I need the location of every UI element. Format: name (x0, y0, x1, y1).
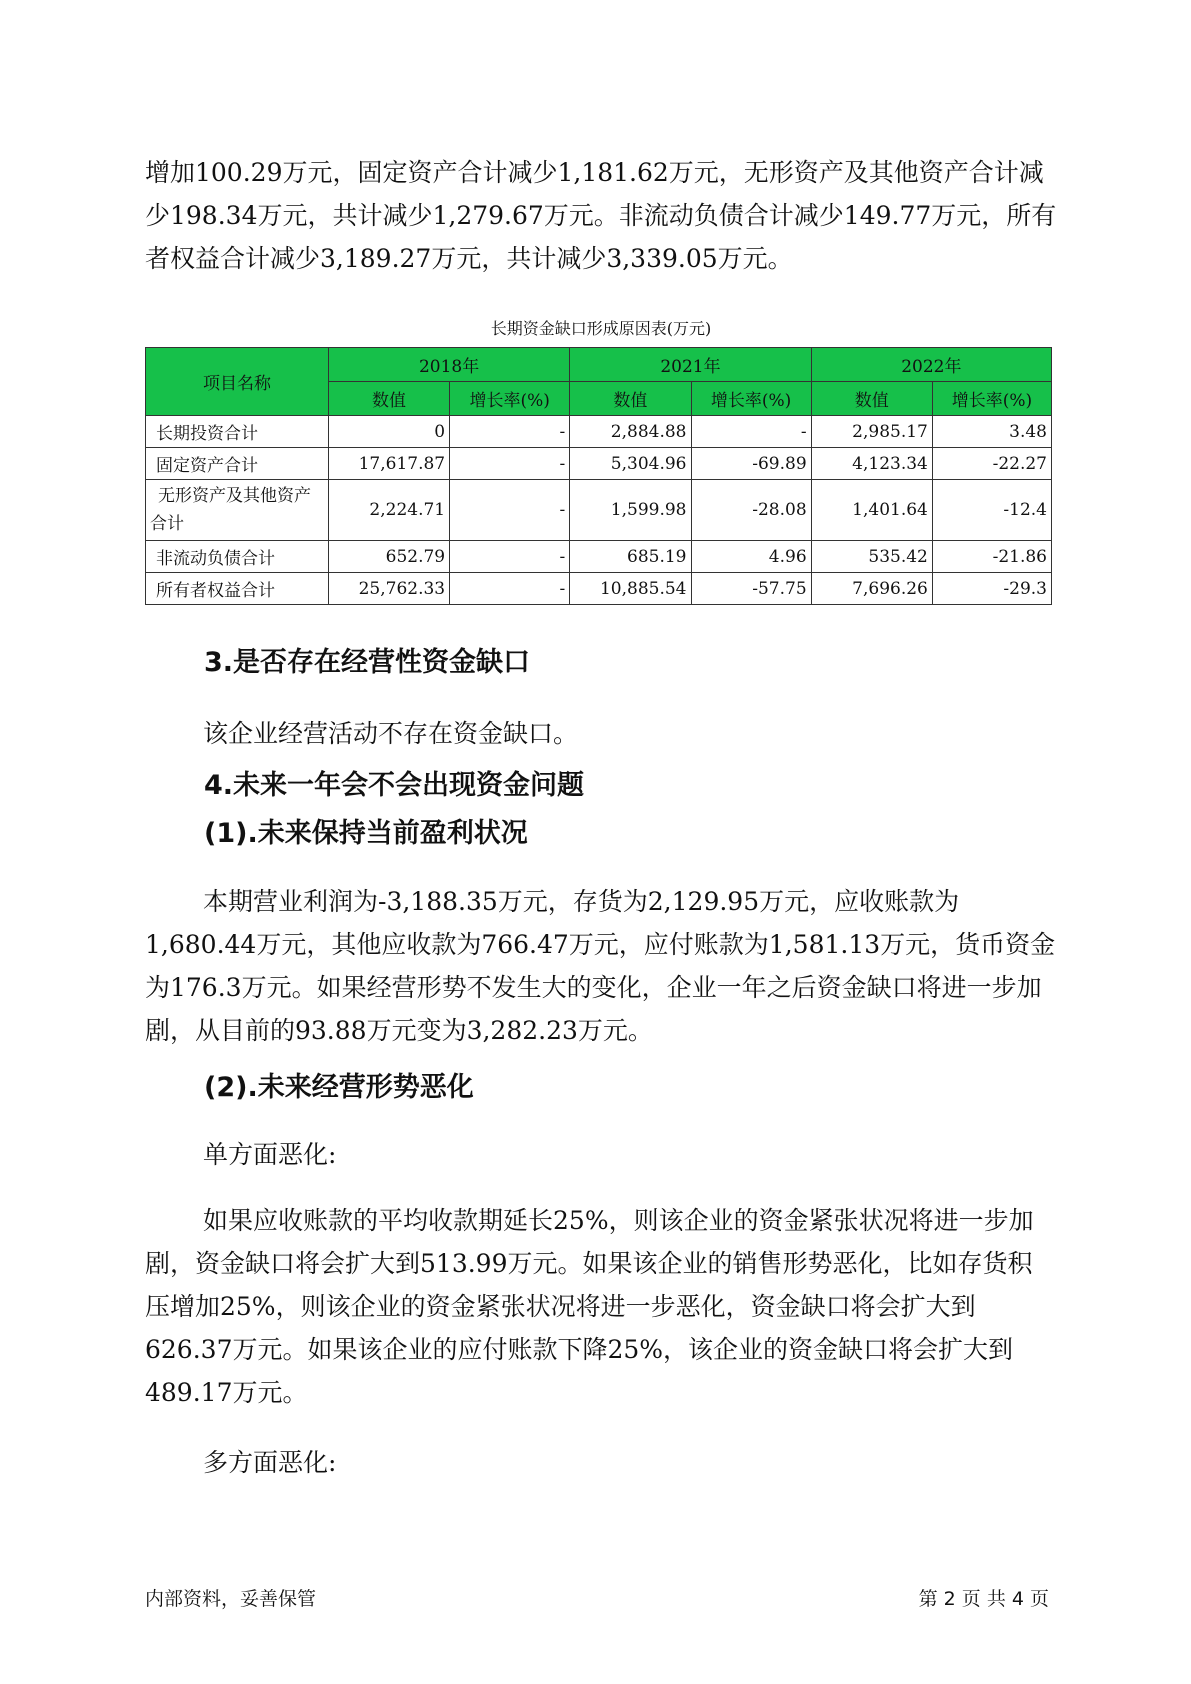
header-rate: 增长率(%) (691, 382, 811, 416)
cell-value: 10,885.54 (570, 573, 691, 605)
cell-rate: -57.75 (691, 573, 811, 605)
section4-sub1-text: 本期营业利润为-3,188.35万元，存货为2,129.95万元，应收账款为1,680.44万元，其他应收款为766.47万元，应付账款为1,581.13万元，货币资金为176.3万元。如果经营形势不发生大的变化，企业一年之后资金缺口将进一步加剧，从目前的93.88万元变为3,282.23万元。 (145, 887, 1056, 1045)
cell-rate: - (450, 448, 570, 480)
footer-confidential: 内部资料，妥善保管 (145, 1588, 317, 1610)
header-value: 数值 (570, 382, 691, 416)
cell-rate: -22.27 (932, 448, 1051, 480)
section4-sub1-heading: (1).未来保持当前盈利状况 (204, 818, 528, 849)
cell-value: 4,123.34 (811, 448, 932, 480)
row-name: 非流动负债合计 (146, 541, 329, 573)
cell-value: 7,696.26 (811, 573, 932, 605)
table-row (146, 573, 1052, 605)
header-year-2022: 2022年 (811, 348, 1051, 382)
table-row (146, 541, 1052, 573)
section4-heading: 4.未来一年会不会出现资金问题 (204, 770, 585, 801)
footer-page-number: 第 2 页 共 4 页 (918, 1588, 1049, 1610)
row-name: 无形资产及其他资产合计 (146, 480, 329, 541)
intro-paragraph: 增加100.29万元，固定资产合计减少1,181.62万元，无形资产及其他资产合计减少198.34万元，共计减少1,279.67万元。非流动负债合计减少149.77万元，所有者权益合计减少3,189.27万元，共计减少3,339.05万元。 (145, 158, 1057, 273)
cell-rate: -28.08 (691, 480, 811, 541)
header-year-2021: 2021年 (570, 348, 811, 382)
header-value: 数值 (328, 382, 449, 416)
cell-rate: -21.86 (932, 541, 1051, 573)
section3-heading: 3.是否存在经营性资金缺口 (204, 647, 531, 678)
section3-text: 该企业经营活动不存在资金缺口。 (203, 719, 579, 748)
cell-value: 1,401.64 (811, 480, 932, 541)
cell-rate: -69.89 (691, 448, 811, 480)
cell-value: 5,304.96 (570, 448, 691, 480)
table-row (146, 448, 1052, 480)
table-caption: 长期资金缺口形成原因表(万元) (490, 319, 712, 338)
cell-rate: -12.4 (932, 480, 1051, 541)
cell-value: 25,762.33 (328, 573, 449, 605)
row-name: 所有者权益合计 (146, 573, 329, 605)
cell-value: 685.19 (570, 541, 691, 573)
cell-rate: - (450, 573, 570, 605)
cell-value: 535.42 (811, 541, 932, 573)
section4-sub2-heading: (2).未来经营形势恶化 (204, 1072, 474, 1103)
header-item-name: 项目名称 (146, 348, 329, 416)
table-row (146, 416, 1052, 448)
cell-rate: - (450, 541, 570, 573)
cell-value: 2,985.17 (811, 416, 932, 448)
header-value: 数值 (811, 382, 932, 416)
header-rate: 增长率(%) (450, 382, 570, 416)
cell-value: 2,884.88 (570, 416, 691, 448)
funding-gap-table (145, 347, 1052, 605)
cell-value: 0 (328, 416, 449, 448)
cell-rate: - (450, 416, 570, 448)
cell-rate: - (691, 416, 811, 448)
cell-rate: -29.3 (932, 573, 1051, 605)
header-year-2018: 2018年 (328, 348, 569, 382)
cell-rate: - (450, 480, 570, 541)
cell-value: 17,617.87 (328, 448, 449, 480)
header-rate: 增长率(%) (932, 382, 1051, 416)
table-row (146, 480, 1052, 541)
cell-rate: 3.48 (932, 416, 1051, 448)
row-name: 长期投资合计 (146, 416, 329, 448)
cell-value: 1,599.98 (570, 480, 691, 541)
cell-value: 2,224.71 (328, 480, 449, 541)
single-deterioration-text: 如果应收账款的平均收款期延长25%，则该企业的资金紧张状况将进一步加剧，资金缺口将会扩大到513.99万元。如果该企业的销售形势恶化，比如存货积压增加25%，则该企业的资金紧张状况将进一步恶化，资金缺口将会扩大到626.37万元。如果该企业的应付账款下降25%，该企业的资金缺口将会扩大到489.17万元。 (145, 1206, 1034, 1407)
multi-deterioration-label: 多方面恶化: (203, 1448, 337, 1477)
row-name: 固定资产合计 (146, 448, 329, 480)
cell-value: 652.79 (328, 541, 449, 573)
single-deterioration-label: 单方面恶化: (203, 1140, 337, 1169)
cell-rate: 4.96 (691, 541, 811, 573)
